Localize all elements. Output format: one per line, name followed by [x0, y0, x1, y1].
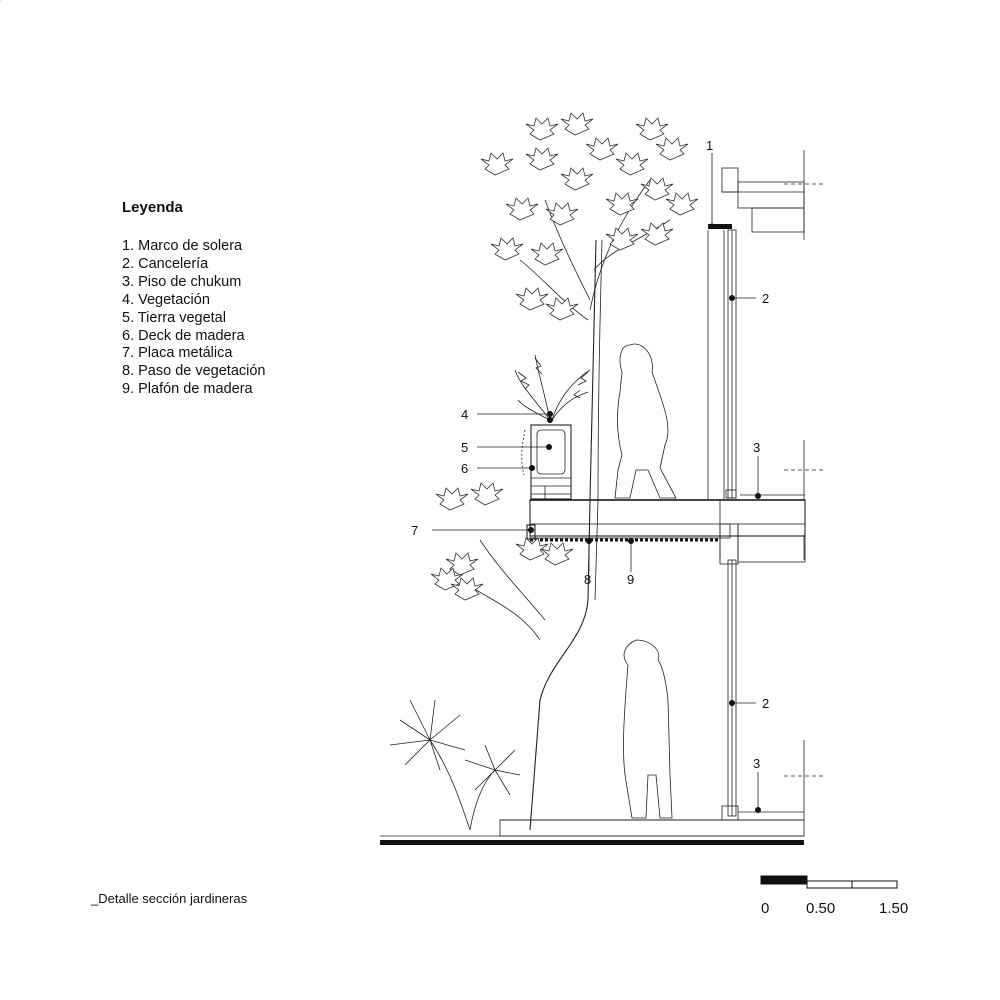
legend-item: 9. Plafón de madera: [122, 381, 253, 398]
tree-foliage-upper: [0, 0, 698, 320]
legend-item: 4. Vegetación: [122, 291, 210, 308]
tree: [460, 180, 670, 830]
legend-item: 5. Tierra vegetal: [122, 309, 226, 326]
callout-8: 8: [584, 572, 592, 587]
scale-bar: [761, 876, 897, 888]
drawing-caption: _Detalle sección jardineras: [91, 891, 248, 906]
callout-2-upper: 2: [762, 291, 770, 306]
callout-4: 4: [461, 407, 469, 422]
callout-1: 1: [706, 138, 714, 153]
roof-edge: [708, 150, 824, 240]
legend-item: 2. Cancelería: [122, 255, 209, 272]
legend-item: 1. Marco de solera: [122, 238, 243, 254]
callout-2-lower: 2: [762, 696, 770, 711]
floor-slab: [530, 495, 805, 564]
upper-window-frame: [708, 230, 736, 500]
legend-item: 6. Deck de madera: [122, 327, 245, 344]
legend-item: 8. Paso de vegetación: [122, 363, 266, 380]
callout-7: 7: [411, 523, 419, 538]
callout-3-upper: 3: [753, 440, 761, 455]
ground-plant: [390, 700, 520, 830]
wall-markers: [784, 440, 824, 820]
callout-9: 9: [627, 572, 635, 587]
legend-title: Leyenda: [122, 199, 183, 216]
person-upper: [615, 344, 676, 498]
legend-item: 7. Placa metálica: [122, 345, 233, 362]
person-lower: [623, 640, 672, 818]
ground: [380, 820, 804, 845]
scale-label-050: 0.50: [806, 900, 836, 917]
scale-label-150: 1.50: [879, 900, 909, 917]
lower-window-frame: [722, 560, 804, 820]
planter-box: [531, 425, 571, 500]
callout-3-lower: 3: [753, 756, 761, 771]
callout-5: 5: [461, 440, 469, 455]
legend-item: 3. Piso de chukum: [122, 273, 242, 290]
scale-label-0: 0: [761, 900, 770, 917]
callout-6: 6: [461, 461, 469, 476]
